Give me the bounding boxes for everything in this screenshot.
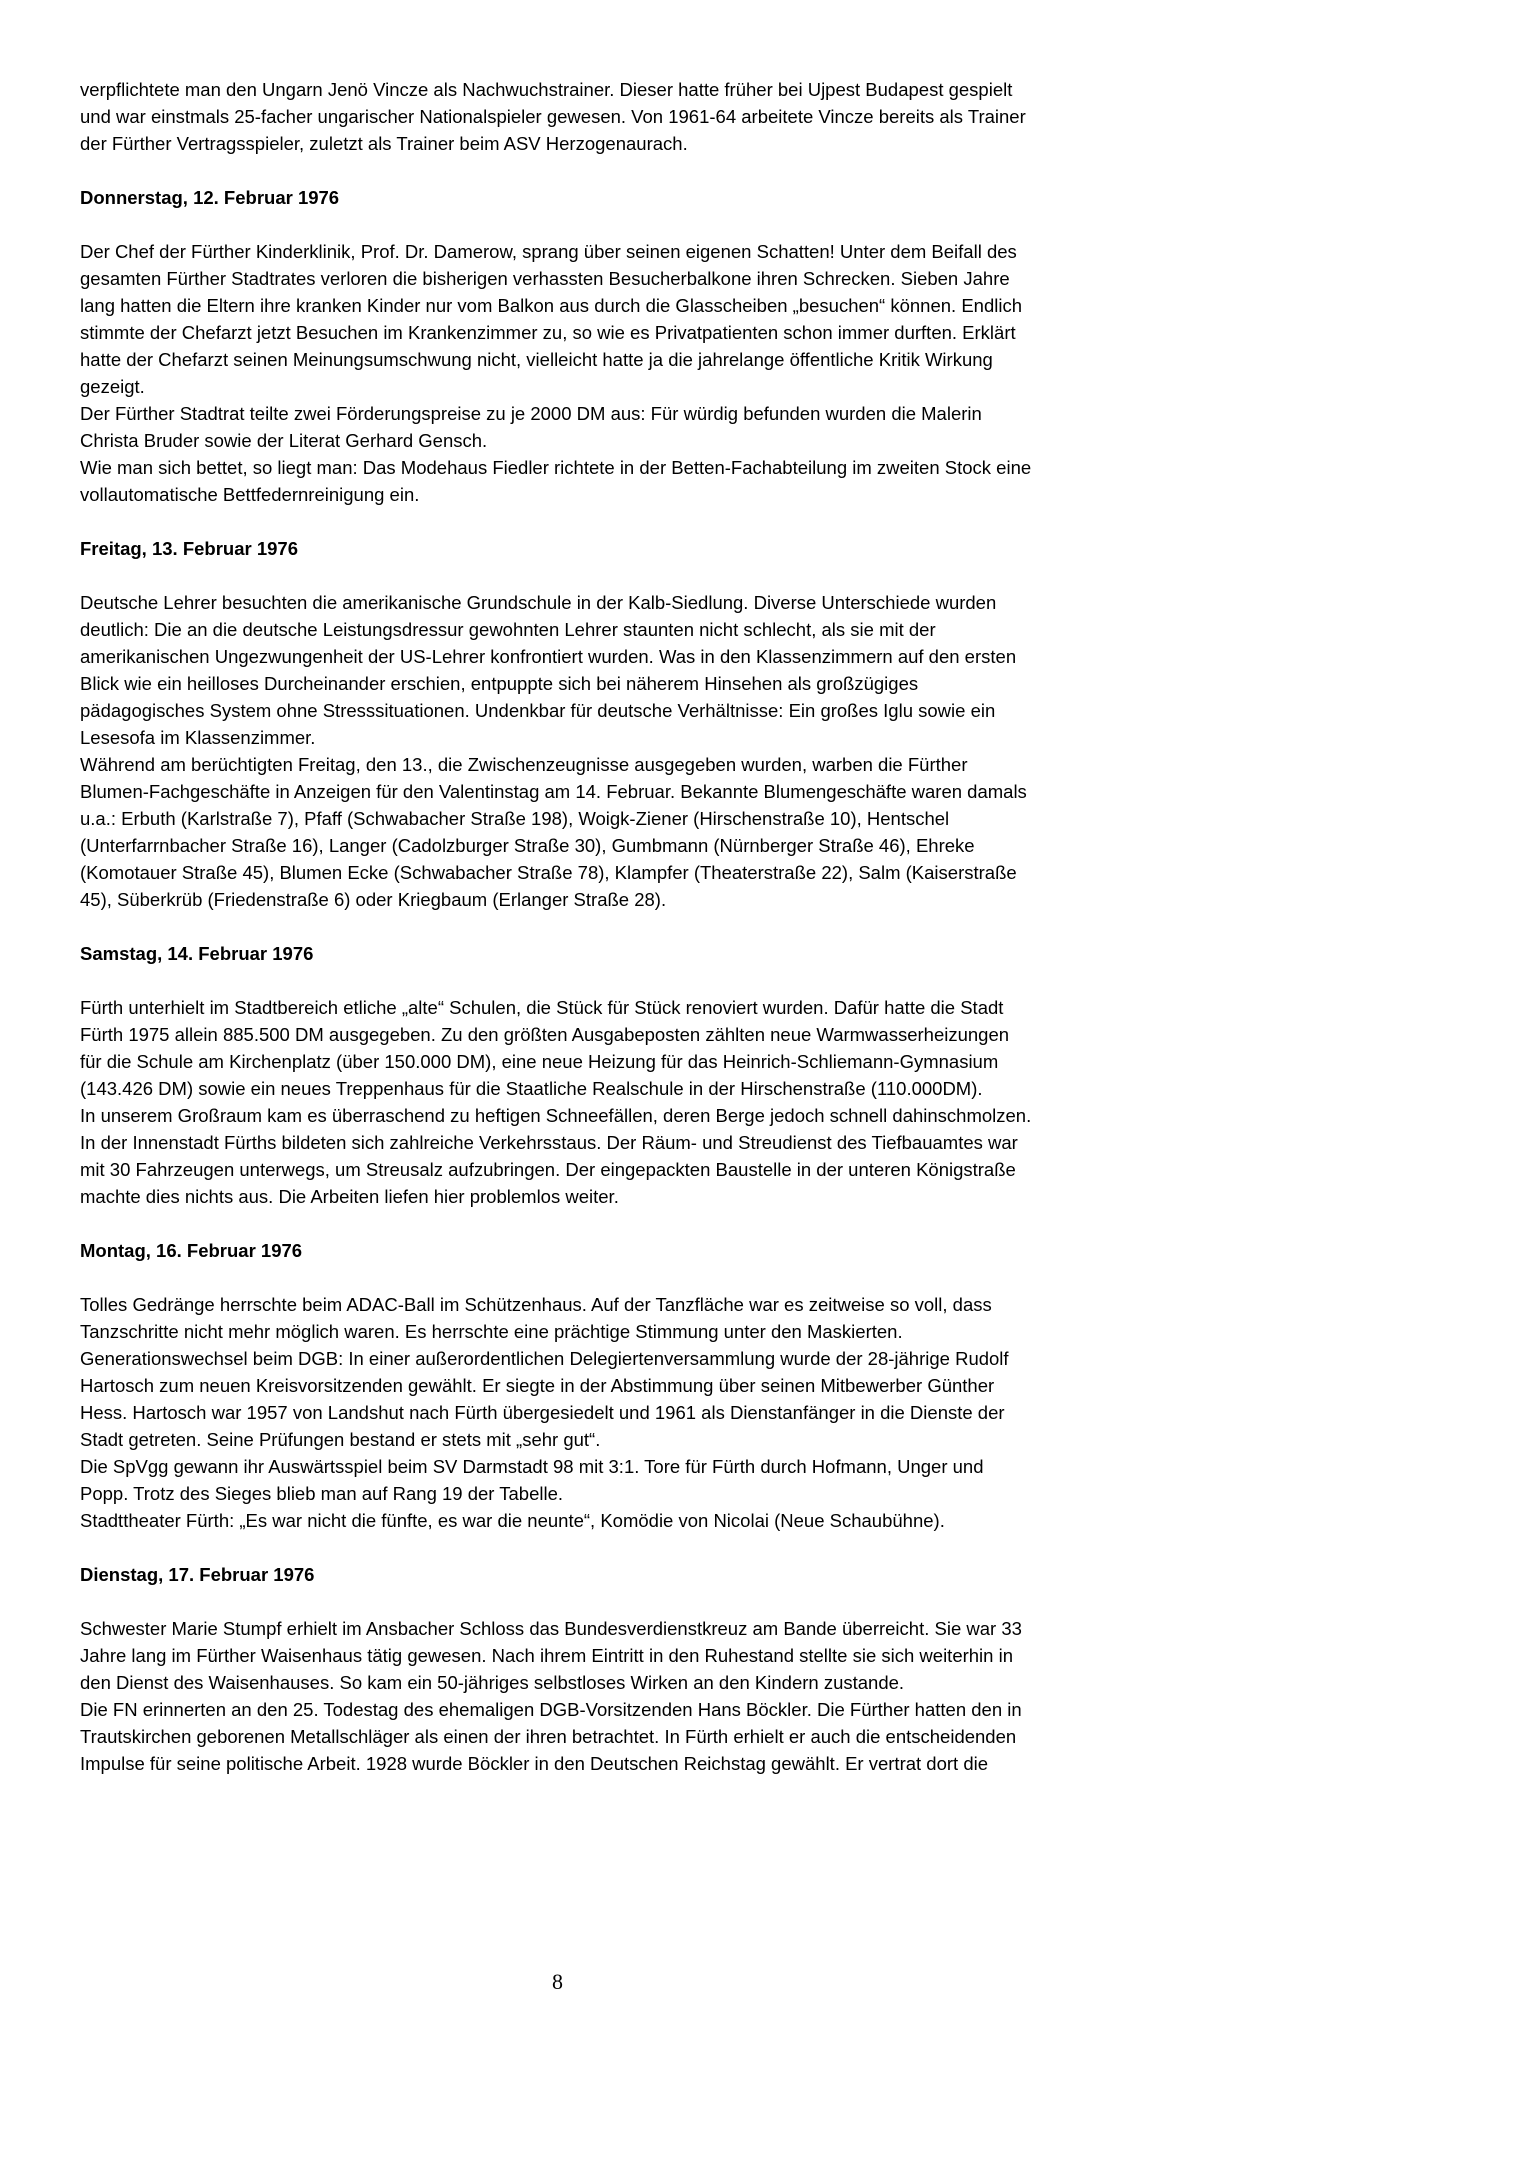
continuation-paragraph: verpflichtete man den Ungarn Jenö Vincze als Nachwuchstrainer. Dieser hatte früher bei Ujpest Budapest gespielt und war einstmals 25-facher ungarischer Nationalspieler gewesen. Von 1961-64 arbeitete Vincze bereits als Trainer der Fürther Vertragsspieler, zuletzt als Trainer beim ASV Herzogenaurach. [80, 79, 1026, 154]
section-heading: Montag, 16. Februar 1976 [80, 1240, 303, 1261]
section-montag-16-februar-1976 [80, 1237, 1035, 1534]
section-heading: Freitag, 13. Februar 1976 [80, 538, 298, 559]
paragraph: Generationswechsel beim DGB: In einer außerordentlichen Delegiertenversammlung wurde der 28-jährige Rudolf Hartosch zum neuen Kreisvorsitzenden gewählt. Er siegte in der Abstimmung über seinen Mitbewerber Günther Hess. Hartosch war 1957 von Landshut nach Fürth übergesiedelt und 1961 als Dienstanfänger in die Dienste der Stadt getreten. Seine Prüfungen bestand er stets mit „sehr gut“. [80, 1348, 1009, 1450]
section-heading: Donnerstag, 12. Februar 1976 [80, 187, 340, 208]
paragraph: Während am berüchtigten Freitag, den 13., die Zwischenzeugnisse ausgegeben wurden, warben die Fürther Blumen-Fachgeschäfte in Anzeigen für den Valentinstag am 14. Februar. Bekannte Blumengeschäfte waren damals u.a.: Erbuth (Karlstraße 7), Pfaff (Schwabacher Straße 198), Woigk-Ziener (Hirschenstraße 10), Hentschel (Unterfarrnbacher Straße 16), Langer (Cadolzburger Straße 30), Gumbmann (Nürnberger Straße 46), Ehreke (Komotauer Straße 45), Blumen Ecke (Schwabacher Straße 78), Klampfer (Theaterstraße 22), Salm (Kaiserstraße 45), Süberkrüb (Friedenstraße 6) oder Kriegbaum (Erlanger Straße 28). [80, 754, 1027, 910]
section-donnerstag-12-februar-1976 [80, 184, 1035, 508]
section-dienstag-17-februar-1976 [80, 1561, 1035, 1777]
section-heading: Dienstag, 17. Februar 1976 [80, 1564, 315, 1585]
paragraph: Schwester Marie Stumpf erhielt im Ansbacher Schloss das Bundesverdienstkreuz am Bande überreicht. Sie war 33 Jahre lang im Fürther Waisenhaus tätig gewesen. Nach ihrem Eintritt in den Ruhestand stellte sie sich weiterhin in den Dienst des Waisenhauses. So kam ein 50-jähriges selbstloses Wirken an den Kindern zustande. [80, 1618, 1022, 1693]
paragraph: In unserem Großraum kam es überraschend zu heftigen Schneefällen, deren Berge jedoch schnell dahinschmolzen. In der Innenstadt Fürths bildeten sich zahlreiche Verkehrsstaus. Der Räum- und Streudienst des Tiefbauamtes war mit 30 Fahrzeugen unterwegs, um Streusalz aufzubringen. Der eingepackten Baustelle in der unteren Königstraße machte dies nichts aus. Die Arbeiten liefen hier problemlos weiter. [80, 1105, 1032, 1207]
paragraph: Der Chef der Fürther Kinderklinik, Prof. Dr. Damerow, sprang über seinen eigenen Schatten! Unter dem Beifall des gesamten Fürther Stadtrates verloren die bisherigen verhassten Besucherbalkone ihren Schrecken. Sieben Jahre lang hatten die Eltern ihre kranken Kinder nur vom Balkon aus durch die Glasscheiben „besuchen“ können. Endlich stimmte der Chefarzt jetzt Besuchen im Krankenzimmer zu, so wie es Privatpatienten schon immer durften. Erklärt hatte der Chefarzt seinen Meinungsumschwung nicht, vielleicht hatte ja die jahrelange öffentliche Kritik Wirkung gezeigt. [80, 241, 1023, 397]
paragraph: Die SpVgg gewann ihr Auswärtsspiel beim SV Darmstadt 98 mit 3:1. Tore für Fürth durch Hofmann, Unger und Popp. Trotz des Sieges blieb man auf Rang 19 der Tabelle. [80, 1456, 984, 1504]
paragraph: Fürth unterhielt im Stadtbereich etliche „alte“ Schulen, die Stück für Stück renoviert wurden. Dafür hatte die Stadt Fürth 1975 allein 885.500 DM ausgegeben. Zu den größten Ausgabeposten zählten neue Warmwasserheizungen für die Schule am Kirchenplatz (über 150.000 DM), eine neue Heizung für das Heinrich-Schliemann-Gymnasium (143.426 DM) sowie ein neues Treppenhaus für die Staatliche Realschule in der Hirschenstraße (110.000DM). [80, 997, 1010, 1099]
paragraph: Tolles Gedränge herrschte beim ADAC-Ball im Schützenhaus. Auf der Tanzfläche war es zeitweise so voll, dass Tanzschritte nicht mehr möglich waren. Es herrschte eine prächtige Stimmung unter den Maskierten. [80, 1294, 992, 1342]
document-content [80, 76, 1035, 1777]
section-freitag-13-februar-1976 [80, 535, 1035, 913]
page-number: 8 [552, 1969, 563, 1994]
paragraph: Stadttheater Fürth: „Es war nicht die fünfte, es war die neunte“, Komödie von Nicolai (Neue Schaubühne). [80, 1510, 945, 1531]
section-heading: Samstag, 14. Februar 1976 [80, 943, 314, 964]
paragraph: Deutsche Lehrer besuchten die amerikanische Grundschule in der Kalb-Siedlung. Diverse Unterschiede wurden deutlich: Die an die deutsche Leistungsdressur gewohnten Lehrer staunten nicht schlecht, als sie mit der amerikanischen Ungezwungenheit der US-Lehrer konfrontiert wurden. Was in den Klassenzimmern auf den ersten Blick wie ein heilloses Durcheinander erschien, entpuppte sich bei näherem Hinsehen als großzügiges pädagogisches System ohne Stresssituationen. Undenkbar für deutsche Verhältnisse: Ein großes Iglu sowie ein Lesesofa im Klassenzimmer. [80, 592, 1017, 748]
paragraph: Der Fürther Stadtrat teilte zwei Förderungspreise zu je 2000 DM aus: Für würdig befunden wurden die Malerin Christa Bruder sowie der Literat Gerhard Gensch. [80, 403, 982, 451]
paragraph: Die FN erinnerten an den 25. Todestag des ehemaligen DGB-Vorsitzenden Hans Böckler. Die Fürther hatten den in Trautskirchen geborenen Metallschläger als einen der ihren betrachtet. In Fürth erhielt er auch die entscheidenden Impulse für seine politische Arbeit. 1928 wurde Böckler in den Deutschen Reichstag gewählt. Er vertrat dort die [80, 1699, 1022, 1774]
paragraph: Wie man sich bettet, so liegt man: Das Modehaus Fiedler richtete in der Betten-Fachabteilung im zweiten Stock eine vollautomatische Bettfedernreinigung ein. [80, 457, 1032, 505]
section-samstag-14-februar-1976 [80, 940, 1035, 1210]
